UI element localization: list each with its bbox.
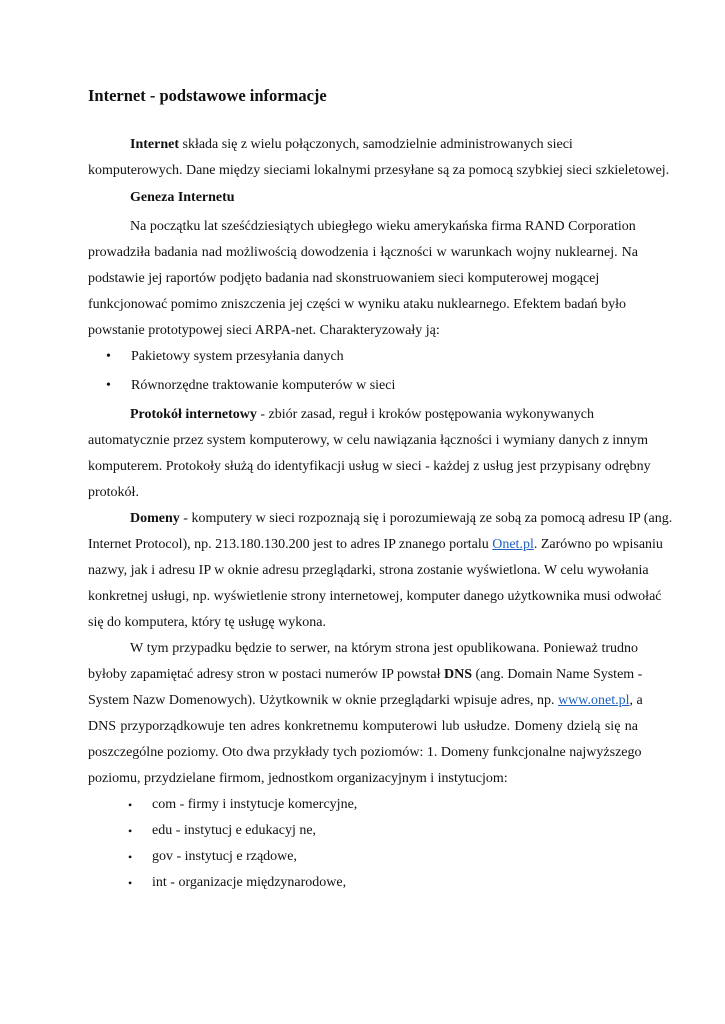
paragraph-line: automatycznie przez system komputerowy, w celu nawiązania łączności i wymiany danych z innym — [88, 433, 649, 448]
text-run: System Nazw Domenowych). Użytkownik w oknie przeglądarki wpisuje adres, np. — [88, 693, 559, 708]
bullet-icon: • — [128, 824, 133, 838]
bullet-icon: • — [128, 876, 133, 890]
paragraph-line: się do komputera, który tę usługę wykona. — [88, 615, 326, 630]
list-item: edu - instytucj e edukacyj ne, — [152, 823, 317, 838]
paragraph-line — [130, 406, 638, 424]
www-onet-link[interactable]: www.onet.pl — [558, 693, 630, 708]
list-item: int - organizacje międzynarodowe, — [152, 875, 347, 890]
bullet-icon: • — [128, 850, 133, 864]
paragraph-line: W tym przypadku będzie to serwer, na którym strona jest opublikowana. Ponieważ trudno — [130, 641, 638, 656]
bullet-icon: • — [106, 349, 111, 364]
paragraph-line: protokół. — [88, 485, 139, 500]
term-protokol: Protokół internetowy — [130, 407, 257, 422]
paragraph-line: komputerowych. Dane między sieciami lokalnymi przesyłane są za pomocą szybkiej sieci szkieletowej. — [88, 163, 670, 178]
list-item: Równorzędne traktowanie komputerów w sieci — [131, 378, 396, 393]
paragraph-line: poszczególne poziomy. Oto dwa przykłady tych poziomów: 1. Domeny funkcjonalne najwyższego — [88, 745, 642, 760]
text-run: . Zarówno po wpisaniu — [533, 537, 663, 552]
paragraph-line: konkretnej usługi, np. wyświetlenie strony internetowej, komputer danego użytkownika musi odwołać — [88, 589, 662, 604]
text-run: - komputery w sieci rozpoznają się i porozumiewają ze sobą za pomocą adresu IP (ang. — [179, 511, 673, 526]
paragraph-line — [130, 510, 673, 528]
paragraph-line — [88, 666, 643, 684]
paragraph-line: podstawie jej raportów podjęto badania nad skonstruowaniem sieci komputerowej mogącej — [88, 271, 600, 286]
paragraph-line: komputerem. Protokoły służą do identyfikacji usług w sieci - każdej z usług jest przypisany odrębny — [88, 459, 651, 474]
list-item: com - firmy i instytucje komercyjne, — [152, 797, 358, 812]
term-internet: Internet — [130, 137, 179, 152]
list-item: gov - instytucj e rządowe, — [152, 849, 298, 864]
term-dns: DNS — [444, 667, 473, 682]
text-run: - zbiór zasad, reguł i kroków postępowania wykonywanych — [256, 407, 594, 422]
paragraph-line: nazwy, jak i adresu IP w oknie adresu przeglądarki, strona zostanie wyświetlona. W celu wywołania — [88, 563, 649, 578]
text-run: , a — [629, 693, 643, 708]
paragraph-line — [130, 136, 638, 154]
paragraph-line — [88, 536, 663, 554]
text-run: Internet Protocol), np. 213.180.130.200 jest to adres IP znanego portalu — [88, 537, 493, 552]
bullet-icon: • — [106, 378, 111, 393]
paragraph-line: Na początku lat sześćdziesiątych ubiegłego wieku amerykańska firma RAND Corporation — [130, 219, 636, 234]
paragraph-line: poziomu, przydzielane firmom, jednostkom organizacyjnym i instytucjom: — [88, 771, 508, 786]
paragraph-line: prowadziła badania nad możliwością dowodzenia i łączności w warunkach wojny nuklearnej. Na — [88, 245, 638, 260]
paragraph-line: powstanie prototypowej sieci ARPA-net. Charakteryzowały ją: — [88, 323, 440, 338]
text-run: byłoby zapamiętać adresy stron w postaci numerów IP powstał — [88, 667, 445, 682]
term-domeny: Domeny — [130, 511, 180, 526]
section-heading: Geneza Internetu — [130, 190, 235, 205]
text-run: składa się z wielu połączonych, samodzielnie administrowanych sieci — [179, 137, 573, 152]
paragraph-line — [88, 692, 643, 710]
paragraph-line: funkcjonować pomimo zniszczenia jej części w wyniku ataku nuklearnego. Efektem badań było — [88, 297, 627, 312]
bullet-icon: • — [128, 798, 133, 812]
onet-link[interactable]: Onet.pl — [492, 537, 534, 552]
text-run: (ang. Domain Name System - — [472, 667, 643, 682]
paragraph-line: DNS przyporządkowuje ten adres konkretnemu komputerowi lub usłudze. Domeny dzielą się na — [88, 719, 638, 734]
page-title: Internet - podstawowe informacje — [88, 86, 327, 105]
list-item: Pakietowy system przesyłania danych — [131, 349, 344, 364]
